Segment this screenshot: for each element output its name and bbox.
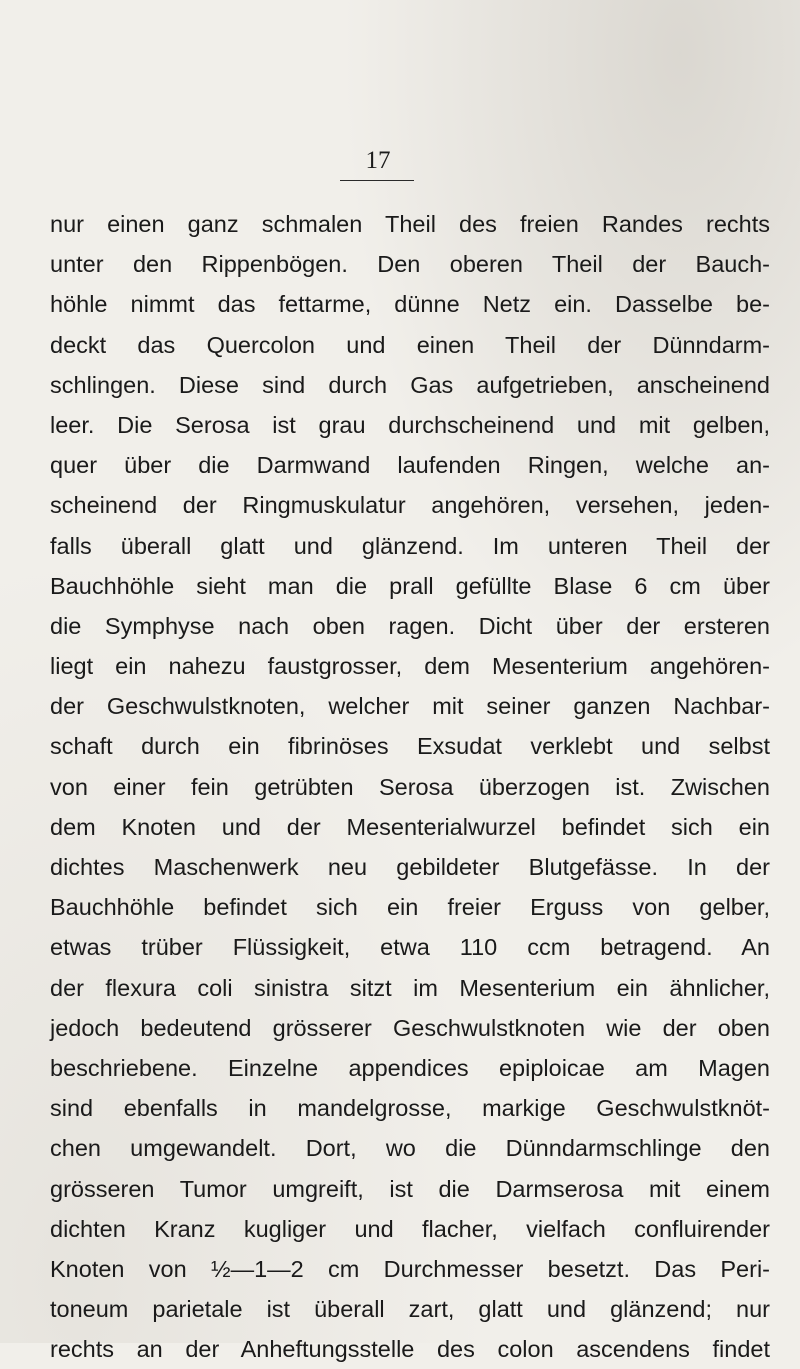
text-line: Bauchhöhle befindet sich ein freier Erguss von gelber, (50, 894, 770, 921)
text-line: Knoten von ½—1—2 cm Durchmesser besetzt. Das Peri- (50, 1255, 770, 1282)
text-line: quer über die Darmwand laufenden Ringen, welche an- (50, 452, 770, 479)
page-number: 17 (365, 147, 391, 174)
text-line: höhle nimmt das fettarme, dünne Netz ein. Dasselbe be- (50, 291, 770, 318)
text-line: Bauchhöhle sieht man die prall gefüllte Blase 6 cm über (50, 572, 770, 599)
text-line: nur einen ganz schmalen Theil des freien Randes rechts (50, 211, 770, 237)
text-line: die Symphyse nach oben ragen. Dicht über der ersteren (50, 612, 770, 639)
text-line: der Geschwulstknoten, welcher mit seiner ganzen Nachbar- (50, 693, 770, 720)
text-line: jedoch bedeutend grösserer Geschwulstknoten wie der oben (50, 1014, 770, 1041)
text-line: rechts an der Anheftungsstelle des colon ascendens findet (50, 1336, 770, 1363)
body-paragraph (50, 204, 770, 1369)
text-line: der flexura coli sinistra sitzt im Mesenterium ein ähnlicher, (50, 974, 770, 1001)
text-line: sind ebenfalls in mandelgrosse, markige Geschwulstknöt- (50, 1095, 770, 1122)
text-line: von einer fein getrübten Serosa überzogen ist. Zwischen (50, 773, 770, 800)
text-line: beschriebene. Einzelne appendices epiploicae am Magen (50, 1054, 770, 1081)
text-line: dichten Kranz kugliger und flacher, vielfach confluirender (50, 1215, 770, 1242)
text-line: etwas trüber Flüssigkeit, etwa 110 ccm betragend. An (50, 934, 770, 961)
text-line: unter den Rippenbögen. Den oberen Theil der Bauch- (50, 251, 770, 278)
text-line: dichtes Maschenwerk neu gebildeter Blutgefässe. In der (50, 854, 770, 880)
text-line: deckt das Quercolon und einen Theil der Dünndarm- (50, 331, 770, 358)
text-line: liegt ein nahezu faustgrosser, dem Mesenterium angehören- (50, 653, 770, 680)
text-line: scheinend der Ringmuskulatur angehören, versehen, jeden- (50, 492, 770, 519)
text-line: dem Knoten und der Mesenterialwurzel befindet sich ein (50, 813, 770, 840)
text-line: schlingen. Diese sind durch Gas aufgetrieben, anscheinend (50, 371, 770, 398)
text-line: leer. Die Serosa ist grau durchscheinend und mit gelben, (50, 411, 770, 438)
text-line: chen umgewandelt. Dort, wo die Dünndarmschlinge den (50, 1135, 770, 1162)
page-number-rule (340, 180, 414, 181)
text-line: falls überall glatt und glänzend. Im unteren Theil der (50, 532, 770, 559)
text-line: toneum parietale ist überall zart, glatt und glänzend; nur (50, 1296, 770, 1323)
text-line: grösseren Tumor umgreift, ist die Darmserosa mit einem (50, 1175, 770, 1202)
text-line: schaft durch ein fibrinöses Exsudat verklebt und selbst (50, 733, 770, 760)
